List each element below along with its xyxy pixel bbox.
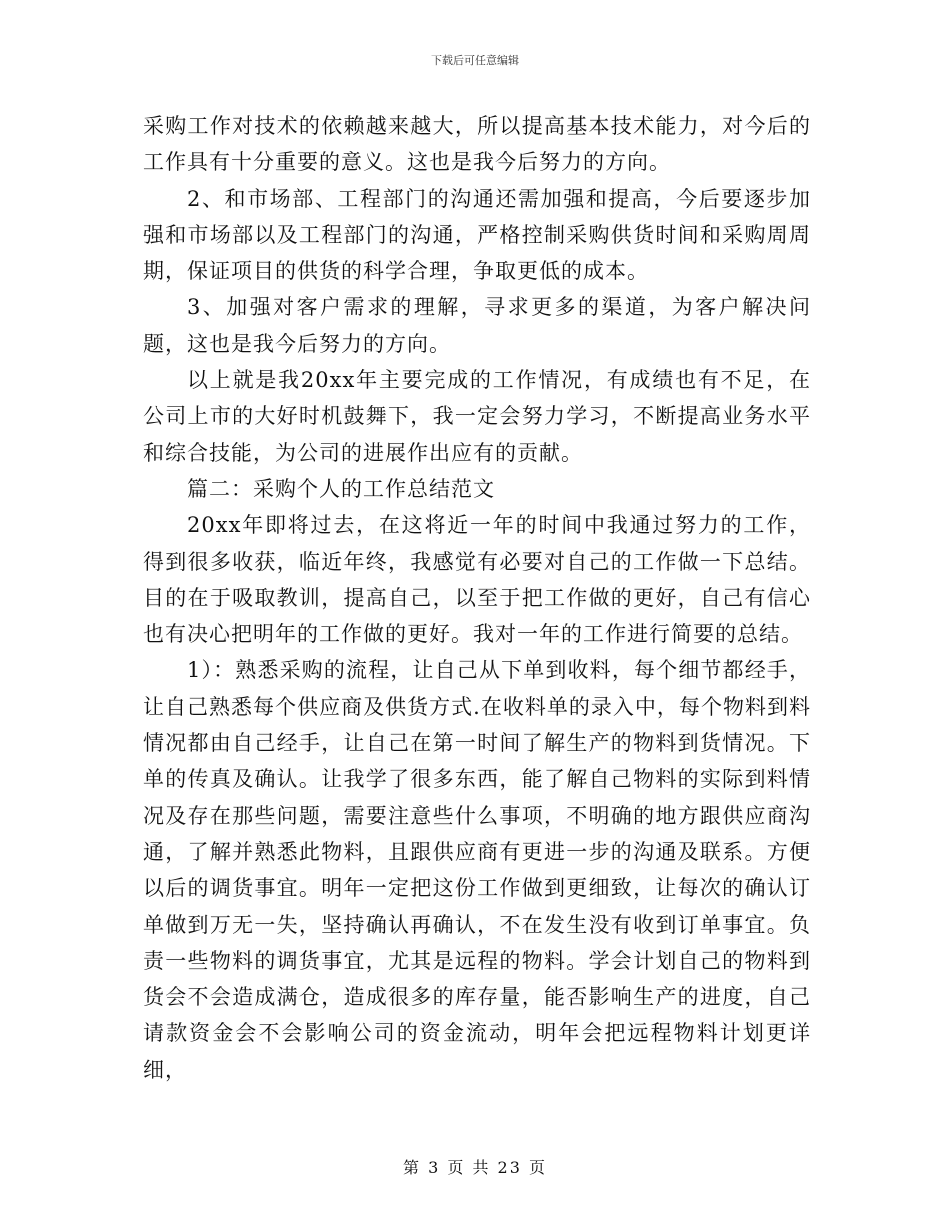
section-heading: 篇二：采购个人的工作总结范文 xyxy=(187,476,495,501)
paragraph-1: 采购工作对技术的依赖越来越大，所以提高基本技术能力，对今后的工作具有十分重要的意义。这也是我今后努力的方向。 xyxy=(143,114,811,175)
paragraph-6: 1）：熟悉采购的流程，让自己从下单到收料，每个细节都经手，让自己熟悉每个供应商及供货方式.在收料单的录入中，每个物料到料情况都由自己经手，让自己在第一时间了解生产的物料到货情况。下单的传真及确认。让我学了很多东西，能了解自己物料的实际到料情况及存在那些问题，需要注意些什么事项，不明确的地方跟供应商沟通，了解并熟悉此物料，且跟供应商有更进一步的沟通及联系。方便以后的调货事宜。明年一定把这份工作做到更细致，让每次的确认订单做到万无一失，坚持确认再确认，不在发生没有收到订单事宜。负责一些物料的调货事宜，尤其是远程的物料。学会计划自己的物料到货会不会造成满仓，造成很多的库存量，能否影响生产的进度，自己请款资金会不会影响公司的资金流动，明年会把远程物料计划更详细， xyxy=(143,658,811,1082)
document-body xyxy=(143,108,811,1088)
paragraph-3: 3、加强对客户需求的理解，寻求更多的渠道，为客户解决问题，这也是我今后努力的方向。 xyxy=(143,295,811,356)
page-header: 下载后可任意编辑 xyxy=(431,54,519,67)
paragraph-5: 20xx年即将过去，在这将近一年的时间中我通过努力的工作，得到很多收获，临近年终，我感觉有必要对自己的工作做一下总结。目的在于吸取教训，提高自己，以至于把工作做的更好，自己有信心也有决心把明年的工作做的更好。我对一年的工作进行简要的总结。 xyxy=(143,513,811,647)
page-footer: 第 3 页 共 23 页 xyxy=(403,1158,547,1177)
paragraph-2: 2、和市场部、工程部门的沟通还需加强和提高，今后要逐步加强和市场部以及工程部门的沟通，严格控制采购供货时间和采购周周期，保证项目的供货的科学合理，争取更低的成本。 xyxy=(143,186,811,284)
paragraph-4: 以上就是我20xx年主要完成的工作情况，有成绩也有不足，在公司上市的大好时机鼓舞下，我一定会努力学习，不断提高业务水平和综合技能，为公司的进展作出应有的贡献。 xyxy=(143,368,811,465)
